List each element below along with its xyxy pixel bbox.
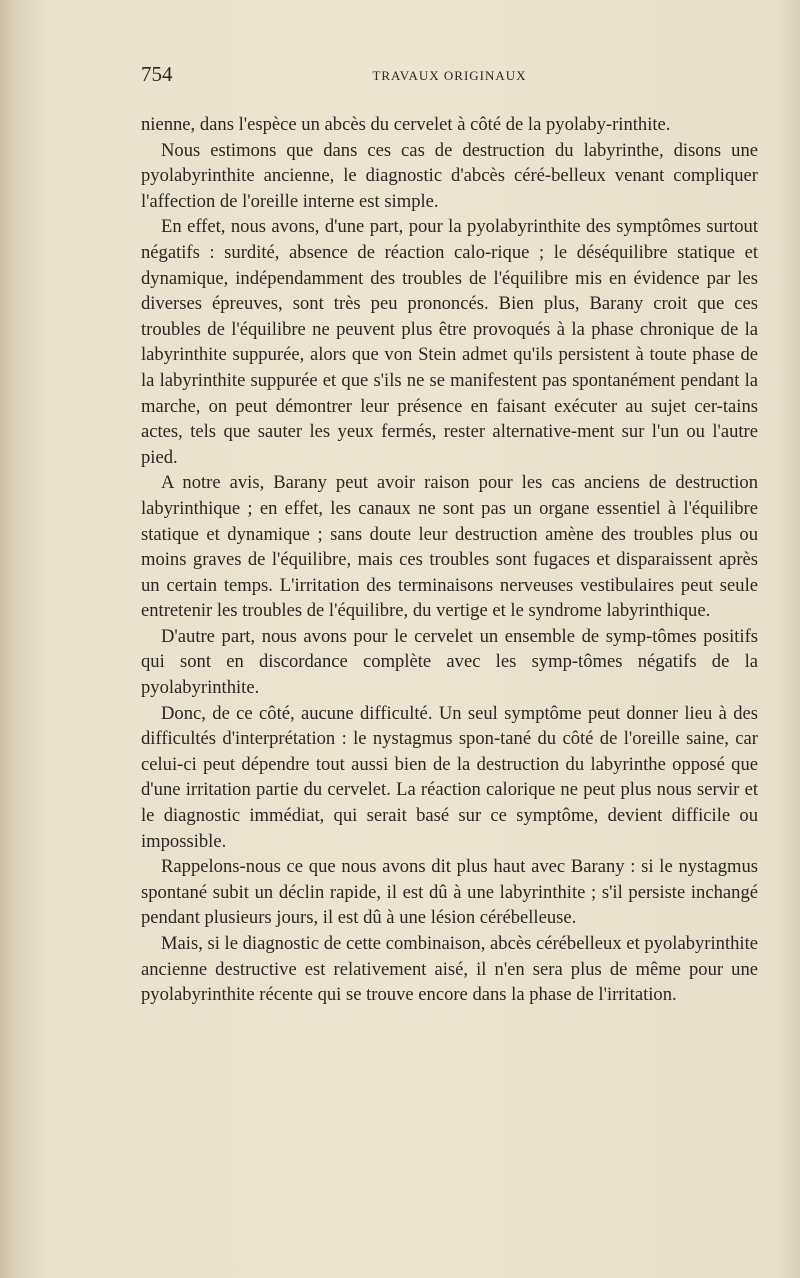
paragraph: Nous estimons que dans ces cas de destruction du labyrinthe, disons une pyolabyrinthite ancienne, le diagnostic d'abcès céré-belleux venant compliquer l'affection de l'oreille interne est simple. — [141, 139, 758, 212]
paragraph-continued: nienne, dans l'espèce un abcès du cervelet à côté de la pyolaby-rinthite. — [141, 114, 671, 135]
page-number: 754 — [141, 62, 173, 86]
paragraph: Donc, de ce côté, aucune difficulté. Un seul symptôme peut donner lieu à des difficultés d'interprétation : le nystagmus spon-tané du côté de l'oreille saine, car celui-ci peut dépendre tout aussi bien de la destruction du labyrinthe opposé que d'une irritation partie du cervelet. La réaction calorique ne peut plus nous servir et le diagnostic immédiat, qui serait basé sur ce symptôme, devient difficile ou impossible. — [141, 702, 758, 852]
body-text — [141, 112, 758, 1008]
paragraph: A notre avis, Barany peut avoir raison pour les cas anciens de destruction labyrinthique ; en effet, les canaux ne sont pas un organe essentiel à l'équilibre statique et dynamique ; sans doute leur destruction amène des troubles plus ou moins graves de l'équilibre, mais ces troubles sont fugaces et disparaissent après un certain temps. L'irritation des terminaisons nerveuses vestibulaires peut seule entretenir les troubles de l'équilibre, du vertige et le syndrome labyrinthique. — [141, 472, 758, 622]
paragraph: D'autre part, nous avons pour le cervelet un ensemble de symp-tômes positifs qui sont en discordance complète avec les symp-tômes négatifs de la pyolabyrinthite. — [141, 625, 758, 699]
page-header — [141, 62, 758, 92]
paragraph: Rappelons-nous ce que nous avons dit plus haut avec Barany : si le nystagmus spontané subit un déclin rapide, il est dû à une labyrinthite ; s'il persiste inchangé pendant plusieurs jours, il est dû à une lésion cérébelleuse. — [141, 856, 758, 929]
paragraph: En effet, nous avons, d'une part, pour la pyolabyrinthite des symptômes surtout négatifs : surdité, absence de réaction calo-rique ; le déséquilibre statique et dynamique, indépendamment des troubles de l'équilibre mis en évidence par les diverses épreuves, sont très peu prononcés. Bien plus, Barany croit que ces troubles de l'équilibre ne peuvent plus être provoqués à la phase chronique de la labyrinthite suppurée, alors que von Stein admet qu'ils persistent à toute phase de la labyrinthite suppurée et que s'ils ne se manifestent pas spontanément pendant la marche, on peut démontrer leur présence en faisant exécuter au sujet cer-tains actes, tels que sauter les yeux fermés, rester alternative-ment sur l'un ou l'autre pied. — [141, 216, 758, 468]
paragraph: Mais, si le diagnostic de cette combinaison, abcès cérébelleux et pyolabyrinthite ancienne destructive est relativement aisé, il n'en sera plus de même pour une pyolabyrinthite récente qui se trouve encore dans la phase de l'irritation. — [141, 933, 758, 1006]
running-title: TRAVAUX ORIGINAUX — [372, 68, 527, 83]
